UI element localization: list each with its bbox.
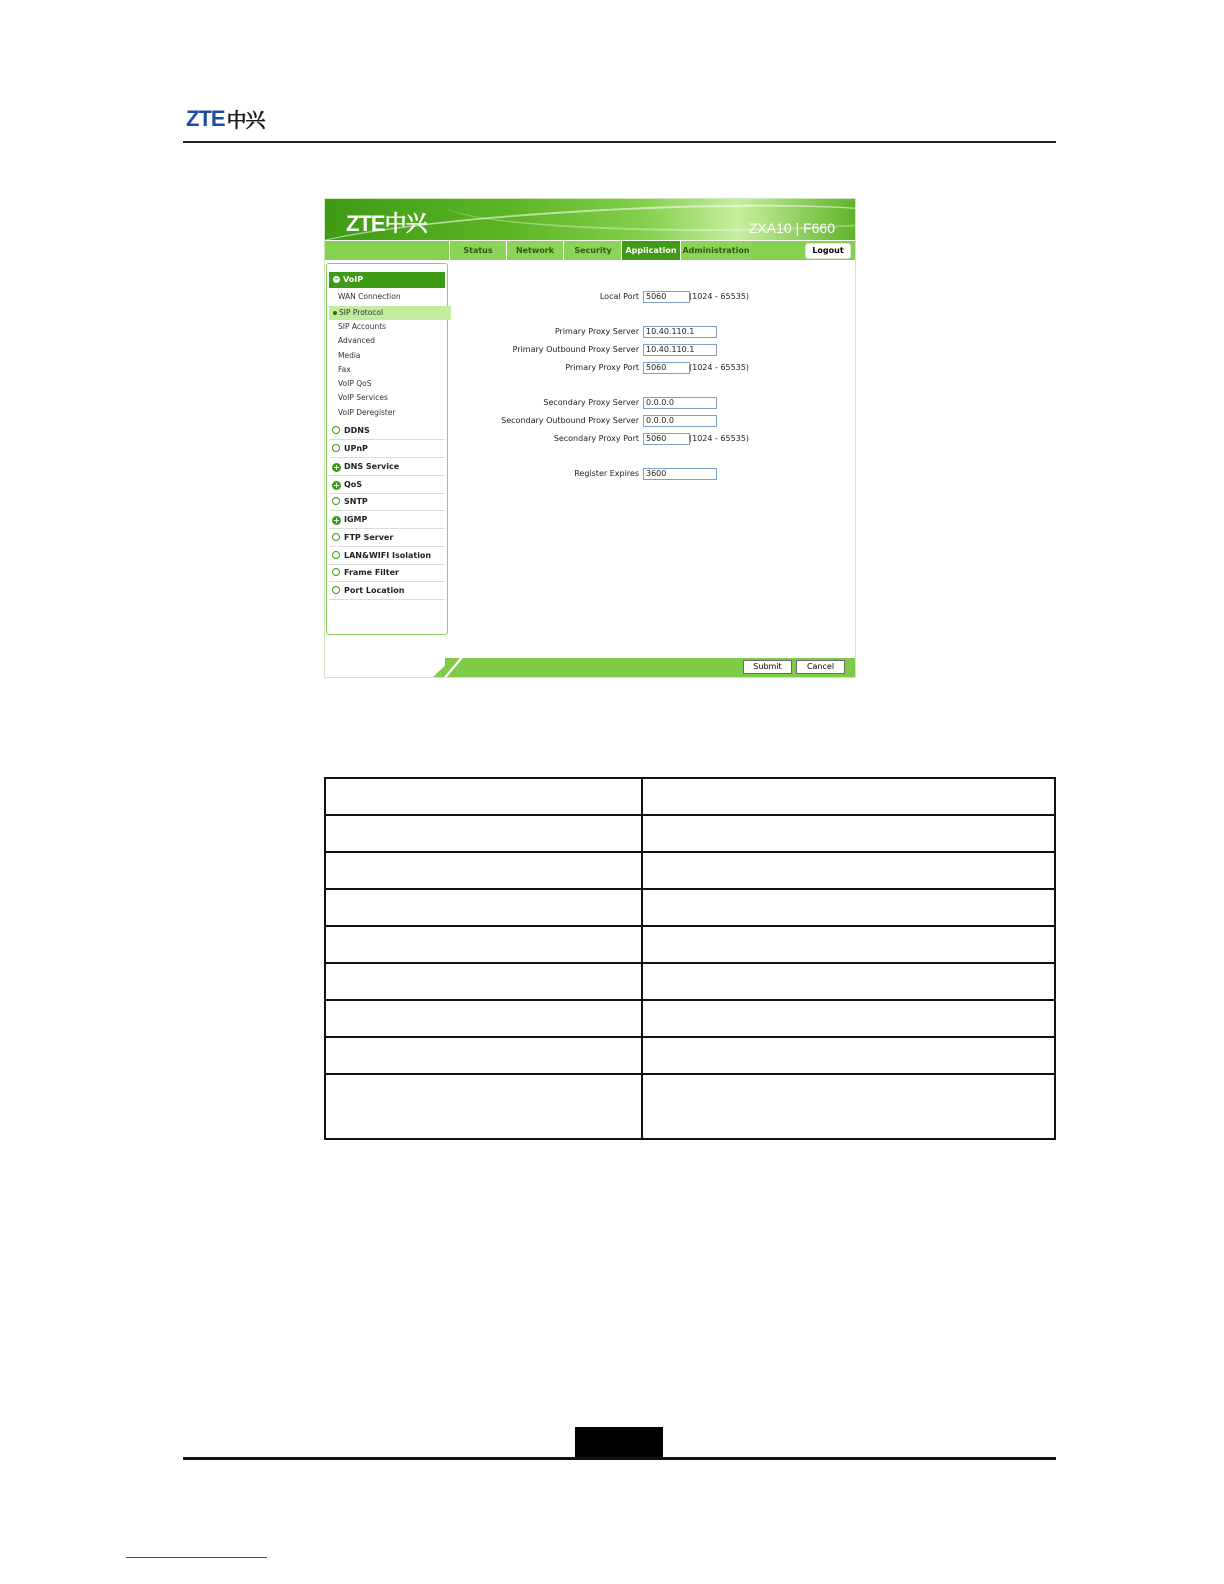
table-cell <box>642 1074 1055 1139</box>
table-cell <box>325 815 642 852</box>
table-cell <box>642 1000 1055 1037</box>
circle-icon <box>332 551 340 559</box>
secondary-proxy-server-label: Secondary Proxy Server <box>543 398 639 407</box>
local-port-input[interactable]: 5060 <box>643 291 690 303</box>
sidebar-item-label: DNS Service <box>344 462 400 471</box>
submit-button[interactable]: Submit <box>743 660 792 674</box>
tab-application[interactable]: Application <box>621 241 680 260</box>
table-cell <box>325 926 642 963</box>
table-cell <box>642 963 1055 1000</box>
document-logo-latin: ZTE <box>186 105 225 131</box>
sidebar-item-label: DDNS <box>344 426 370 435</box>
secondary-outbound-proxy-server-input[interactable]: 0.0.0.0 <box>643 415 717 427</box>
sidebar-subitem-sip-protocol[interactable]: SIP Protocol <box>329 306 451 320</box>
sidebar-item-label: SNTP <box>344 497 368 506</box>
header-divider <box>183 141 1056 143</box>
sidebar-item-qos[interactable] <box>329 476 445 494</box>
table-cell <box>325 889 642 926</box>
document-logo <box>186 104 265 133</box>
primary-proxy-port-range-hint: (1024 - 65535) <box>689 363 750 372</box>
brand-logo <box>346 207 427 238</box>
table-cell <box>325 778 642 815</box>
sidebar-item-label: Port Location <box>344 586 405 595</box>
sidebar-item-frame-filter[interactable] <box>329 564 445 582</box>
sidebar-subitem-fax[interactable]: Fax <box>338 365 351 374</box>
tab-administration[interactable]: Administration <box>680 241 751 260</box>
primary-proxy-port-label: Primary Proxy Port <box>565 363 639 372</box>
tab-status[interactable]: Status <box>449 241 506 260</box>
circle-icon <box>332 586 340 594</box>
sidebar-item-lan-wifi-isolation[interactable] <box>329 547 445 565</box>
register-expires-input[interactable]: 3600 <box>643 468 717 480</box>
parameter-table <box>324 777 1056 1140</box>
sidebar <box>326 263 448 635</box>
content-area <box>325 260 855 656</box>
footer-green-strip <box>445 658 855 677</box>
local-port-label: Local Port <box>599 292 639 301</box>
table-cell <box>325 1037 642 1074</box>
table-row <box>325 1074 1055 1139</box>
table-row <box>325 1000 1055 1037</box>
circle-icon <box>332 533 340 541</box>
primary-proxy-server-input[interactable]: 10.40.110.1 <box>643 326 717 338</box>
sidebar-item-label: Frame Filter <box>344 568 399 577</box>
cancel-button[interactable]: Cancel <box>796 660 845 674</box>
table-row <box>325 815 1055 852</box>
sidebar-item-label: FTP Server <box>344 533 394 542</box>
primary-proxy-port-input[interactable]: 5060 <box>643 362 690 374</box>
brand-logo-latin: ZTE <box>346 211 385 236</box>
table-row <box>325 852 1055 889</box>
table-cell <box>325 1074 642 1139</box>
circle-icon <box>332 426 340 434</box>
footer-link-underline[interactable] <box>126 1557 267 1558</box>
sidebar-section-label: VoIP <box>343 275 364 284</box>
table-cell <box>325 1000 642 1037</box>
device-model: ZXA10 | F660 <box>748 220 835 236</box>
sidebar-section-voip[interactable] <box>329 272 445 288</box>
sidebar-item-label: IGMP <box>344 515 368 524</box>
plus-icon: + <box>333 481 340 490</box>
secondary-outbound-proxy-server-label: Secondary Outbound Proxy Server <box>501 416 639 425</box>
sidebar-subitem-voip-qos[interactable]: VoIP QoS <box>338 379 372 388</box>
table-row <box>325 889 1055 926</box>
sidebar-subitem-advanced[interactable]: Advanced <box>338 336 376 345</box>
table-cell <box>642 889 1055 926</box>
circle-icon <box>332 568 340 576</box>
sidebar-item-label: UPnP <box>344 444 368 453</box>
brand-logo-cjk: 中兴 <box>384 211 427 236</box>
plus-icon: + <box>333 463 340 472</box>
top-banner <box>325 199 855 240</box>
secondary-proxy-server-input[interactable]: 0.0.0.0 <box>643 397 717 409</box>
minus-icon: − <box>333 275 340 283</box>
table-row <box>325 778 1055 815</box>
footer-divider <box>183 1457 1056 1460</box>
circle-icon <box>332 497 340 505</box>
sidebar-item-label: QoS <box>344 480 363 489</box>
sidebar-item-ddns[interactable] <box>329 422 445 440</box>
table-cell <box>642 926 1055 963</box>
primary-outbound-proxy-server-input[interactable]: 10.40.110.1 <box>643 344 717 356</box>
main-nav <box>325 241 855 260</box>
secondary-proxy-port-range-hint: (1024 - 65535) <box>689 434 750 443</box>
table-row <box>325 963 1055 1000</box>
sidebar-item-ftp-server[interactable] <box>329 529 445 547</box>
primary-outbound-proxy-server-label: Primary Outbound Proxy Server <box>512 345 639 354</box>
sidebar-item-label: LAN&WIFI Isolation <box>344 551 432 560</box>
table-row <box>325 926 1055 963</box>
sidebar-item-igmp[interactable] <box>329 511 445 529</box>
table-cell <box>642 778 1055 815</box>
sidebar-item-upnp[interactable] <box>329 440 445 458</box>
table-row <box>325 1037 1055 1074</box>
table-cell <box>325 963 642 1000</box>
sidebar-subitem-voip-services[interactable]: VoIP Services <box>338 393 388 402</box>
sidebar-subitem-wan-connection[interactable]: WAN Connection <box>338 292 401 301</box>
table-cell <box>642 815 1055 852</box>
plus-icon: + <box>333 516 340 525</box>
document-logo-cjk: 中兴 <box>226 110 265 132</box>
logout-button[interactable]: Logout <box>805 243 851 259</box>
action-bar <box>325 656 855 677</box>
local-port-range-hint: (1024 - 65535) <box>689 292 750 301</box>
tab-security[interactable]: Security <box>563 241 622 260</box>
table-cell <box>325 852 642 889</box>
sidebar-item-dns-service[interactable] <box>329 458 445 476</box>
tab-network[interactable]: Network <box>506 241 563 260</box>
router-web-ui-screenshot <box>324 198 856 678</box>
primary-proxy-server-label: Primary Proxy Server <box>554 327 639 336</box>
secondary-proxy-port-input[interactable]: 5060 <box>643 433 690 445</box>
sidebar-subitem-sip-accounts[interactable]: SIP Accounts <box>338 322 387 331</box>
sidebar-subitem-voip-deregister[interactable]: VoIP Deregister <box>338 408 396 417</box>
page-number-box <box>575 1427 663 1458</box>
sidebar-item-sntp[interactable] <box>329 493 445 511</box>
circle-icon <box>332 444 340 452</box>
secondary-proxy-port-label: Secondary Proxy Port <box>553 434 639 443</box>
sidebar-item-port-location[interactable] <box>329 582 445 600</box>
table-cell <box>642 852 1055 889</box>
table-cell <box>642 1037 1055 1074</box>
sidebar-subitem-media[interactable]: Media <box>338 351 361 360</box>
register-expires-label: Register Expires <box>574 469 639 478</box>
